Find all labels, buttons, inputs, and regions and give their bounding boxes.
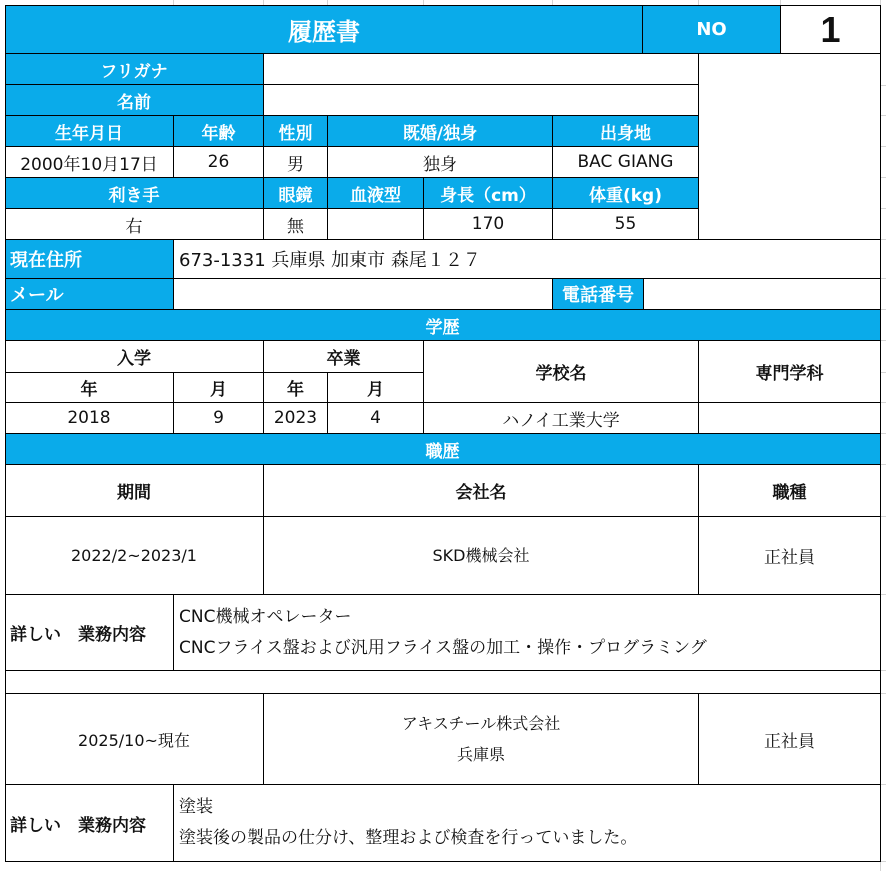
weight-label: 体重(kg) [553,178,698,208]
major-value[interactable] [699,403,880,433]
school-label: 学校名 [535,364,587,384]
company-label: 会社名 [455,483,507,503]
border-line [5,278,881,279]
border-line [5,372,424,373]
grad-month-value[interactable]: 4 [370,408,381,428]
border-line [780,5,781,54]
border-line [5,239,881,240]
blood-label: 血液型 [328,178,423,208]
name-label: 名前 [5,85,263,115]
address-value[interactable]: 673-1331 兵庫県 加東市 森尾１２７ [179,250,481,271]
job-period[interactable]: 2022/2~2023/1 [71,546,197,565]
school-value[interactable]: ハノイ工業大学 [502,410,620,431]
gender-label: 性別 [264,116,327,146]
job-details-cell[interactable] [174,595,880,670]
age-label: 年齢 [174,116,263,146]
border-line [5,208,699,209]
border-line [642,5,643,54]
border-line [263,693,264,785]
border-line [173,372,174,434]
border-line [643,278,644,310]
border-line [5,115,699,116]
border-line [5,861,881,862]
border-line [552,278,553,310]
border-line [5,340,881,341]
border-line [552,115,553,240]
border-line [5,53,881,54]
name-value[interactable] [264,85,698,115]
height-label: 身長（cm） [424,178,552,208]
border-line [698,693,699,785]
border-line [5,433,881,434]
border-line [173,784,174,862]
job-company-cell[interactable] [264,694,698,784]
border-line [5,177,699,178]
job-detail-text: 塗装後の製品の仕分け、整理および検査を行っていました。 [179,828,638,848]
weight-value[interactable]: 55 [614,214,637,234]
grad-label: 卒業 [326,349,361,369]
border-line [5,146,699,147]
period-label: 期間 [117,483,151,503]
entry-year-label: 年 [80,380,98,400]
border-line [263,115,264,240]
no-value[interactable]: 1 [820,8,841,50]
entry-month-label: 月 [210,380,227,400]
no-label[interactable]: NO [643,6,780,53]
hand-value[interactable]: 右 [125,216,143,237]
border-line [327,372,328,434]
border-line [880,5,881,862]
border-line [173,115,174,178]
birth-value[interactable]: 2000年10月17日 [20,154,158,175]
address-label: 現在住所 [5,240,173,278]
job-type-label: 職種 [772,483,807,503]
border-line [5,84,699,85]
job-type-value[interactable]: 正社員 [764,731,815,752]
border-line [698,464,699,595]
border-line [5,464,881,465]
origin-label: 出身地 [553,116,698,146]
border-line [5,402,881,403]
hand-label: 利き手 [5,178,263,208]
height-value[interactable]: 170 [471,214,505,234]
border-line [5,784,881,785]
blood-value[interactable] [328,209,423,239]
spacer-row [5,671,880,693]
border-line [5,5,6,862]
border-line [5,594,881,595]
entry-month-value[interactable]: 9 [213,408,224,428]
email-value[interactable] [174,279,552,309]
glasses-label: 眼鏡 [264,178,327,208]
major-label: 専門学科 [755,364,824,384]
job-company-cell[interactable] [264,517,698,594]
job-company-location: 兵庫県 [456,745,505,764]
job-detail-text: CNCフライス盤および汎用フライス盤の加工・操作・プログラミング [179,637,707,658]
border-line [423,177,424,240]
border-line [698,53,699,240]
border-line [5,5,881,6]
job-company-name: SKD機械会社 [432,546,530,565]
entry-label: 入学 [117,349,151,369]
email-label: メール [5,279,173,309]
border-line [423,340,424,434]
border-line [173,239,174,310]
border-line [5,516,881,517]
job-detail-title: 塗装 [179,797,213,817]
job-type-value[interactable]: 正社員 [764,548,815,568]
grad-year-label: 年 [287,380,304,400]
border-line [263,340,264,434]
gender-value[interactable]: 男 [287,154,304,175]
details-label: 詳しい 業務内容 [10,625,146,645]
career-section-label: 職歴 [5,434,880,464]
marital-label: 既婚/独身 [328,116,552,146]
border-line [327,115,328,240]
furigana-value[interactable] [264,54,698,85]
details-label: 詳しい 業務内容 [10,815,146,836]
phone-label: 電話番号 [553,279,643,309]
border-line [263,464,264,595]
origin-value[interactable]: BAC GIANG [577,152,674,172]
phone-value[interactable] [644,279,880,309]
border-line [5,670,881,671]
job-company-name: アキスチール株式会社 [401,714,561,733]
border-line [5,309,881,310]
border-line [5,693,881,694]
grad-year-value[interactable]: 2023 [273,408,318,428]
resume-title[interactable]: 履歴書 [5,6,643,53]
border-line [173,594,174,671]
glasses-value[interactable]: 無 [287,216,304,237]
border-line [698,340,699,434]
grad-month-label: 月 [367,380,384,400]
marital-value[interactable]: 独身 [423,154,457,175]
job-details-cell[interactable] [174,785,880,861]
birth-label: 生年月日 [5,116,173,146]
job-period[interactable]: 2025/10~現在 [78,730,190,750]
job-detail-title: CNC機械オペレーター [179,606,352,627]
education-section-label: 学歴 [5,310,880,340]
furigana-label: フリガナ [5,54,263,85]
age-value[interactable]: 26 [207,152,230,172]
border-line [263,53,264,116]
entry-year-value[interactable]: 2018 [67,408,111,428]
photo-area[interactable] [699,54,880,239]
